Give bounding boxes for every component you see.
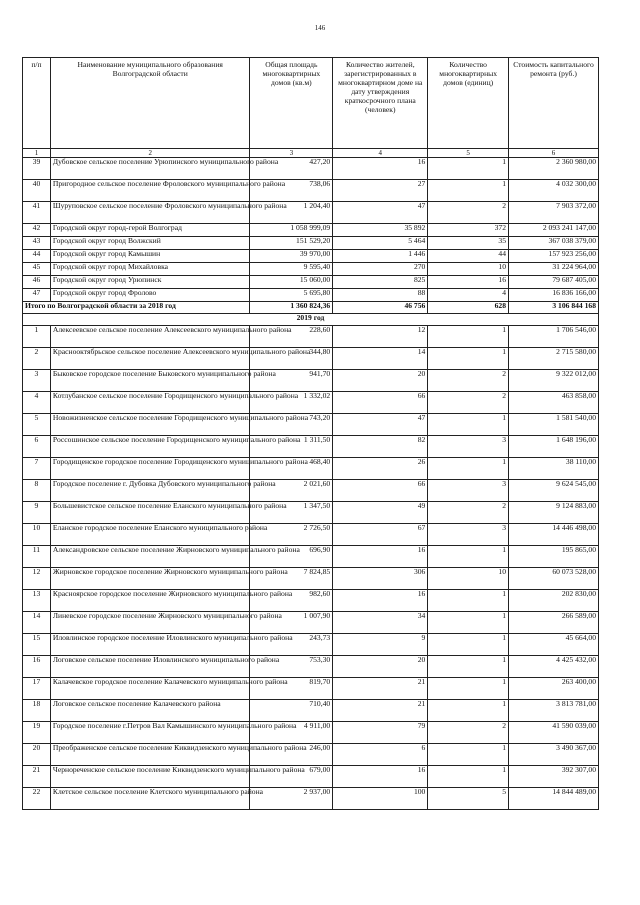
municipality-name: Алексеевское сельское поселение Алексеевского муниципального района (50, 326, 250, 348)
cost-value: 16 836 166,00 (508, 289, 598, 302)
residents-value: 16 (333, 590, 428, 612)
cost-value: 79 687 405,00 (508, 276, 598, 289)
municipality-name: Калачевское городское поселение Калачевского муниципального района (50, 678, 250, 700)
table-row (23, 370, 599, 392)
residents-value: 21 (333, 700, 428, 722)
row-number: 44 (23, 250, 51, 263)
houses-value: 1 (428, 700, 509, 722)
residents-value: 35 892 (333, 224, 428, 237)
municipality-name: Шуруповское сельское поселение Фроловского муниципального района (50, 202, 250, 224)
row-number: 2 (23, 348, 51, 370)
row-number: 42 (23, 224, 51, 237)
cost-value: 3 813 781,00 (508, 700, 598, 722)
table-row (23, 634, 599, 656)
total-cost: 3 106 844 168 (508, 302, 598, 314)
table-row (23, 276, 599, 289)
cost-value: 1 581 540,00 (508, 414, 598, 436)
houses-value: 1 (428, 458, 509, 480)
row-number: 18 (23, 700, 51, 722)
row-number: 39 (23, 158, 51, 180)
area-value: 941,70 (250, 370, 333, 392)
table-row (23, 414, 599, 436)
area-value: 1 204,40 (250, 202, 333, 224)
houses-value: 1 (428, 634, 509, 656)
area-value: 4 911,00 (250, 722, 333, 744)
residents-value: 26 (333, 458, 428, 480)
area-value: 2 021,60 (250, 480, 333, 502)
area-value: 738,06 (250, 180, 333, 202)
residents-value: 66 (333, 392, 428, 414)
area-value: 15 060,00 (250, 276, 333, 289)
total-houses: 628 (428, 302, 509, 314)
residents-value: 27 (333, 180, 428, 202)
cost-value: 392 307,00 (508, 766, 598, 788)
houses-value: 1 (428, 612, 509, 634)
residents-value: 14 (333, 348, 428, 370)
residents-value: 16 (333, 546, 428, 568)
column-number: 2 (50, 149, 250, 158)
residents-value: 825 (333, 276, 428, 289)
header-number: п/п (23, 58, 51, 149)
table-row (23, 237, 599, 250)
municipality-name: Городской округ город Волжский (50, 237, 250, 250)
municipality-name: Городской округ город Урюпинск (50, 276, 250, 289)
houses-value: 372 (428, 224, 509, 237)
residents-value: 21 (333, 678, 428, 700)
row-number: 3 (23, 370, 51, 392)
municipality-name: Клетское сельское поселение Клетского муниципального района (50, 788, 250, 810)
header-cost: Стоимость капитального ремонта (руб.) (508, 58, 598, 149)
municipality-name: Краснооктябрьское сельское поселение Алексеевского муниципального района (50, 348, 250, 370)
column-number: 4 (333, 149, 428, 158)
residents-value: 270 (333, 263, 428, 276)
residents-value: 5 464 (333, 237, 428, 250)
table-row (23, 436, 599, 458)
row-number: 47 (23, 289, 51, 302)
area-value: 1 332,02 (250, 392, 333, 414)
residents-value: 6 (333, 744, 428, 766)
table-row (23, 158, 599, 180)
year-heading: 2019 год (23, 314, 599, 326)
houses-value: 2 (428, 202, 509, 224)
table-row (23, 656, 599, 678)
row-number: 46 (23, 276, 51, 289)
area-value: 743,20 (250, 414, 333, 436)
area-value: 151 529,20 (250, 237, 333, 250)
residents-value: 16 (333, 158, 428, 180)
area-value: 1 058 999,09 (250, 224, 333, 237)
table-row (23, 612, 599, 634)
municipality-name: Быковское городское поселение Быковского муниципального района (50, 370, 250, 392)
table-row (23, 678, 599, 700)
houses-value: 1 (428, 546, 509, 568)
row-number: 14 (23, 612, 51, 634)
area-value: 5 695,80 (250, 289, 333, 302)
municipality-name: Новожизненское сельское поселение Городищенского муниципального района (50, 414, 250, 436)
row-number: 12 (23, 568, 51, 590)
municipality-name: Линевское городское поселение Жирновского муниципального района (50, 612, 250, 634)
row-number: 43 (23, 237, 51, 250)
residents-value: 79 (333, 722, 428, 744)
residents-value: 1 446 (333, 250, 428, 263)
cost-value: 41 590 039,00 (508, 722, 598, 744)
residents-value: 306 (333, 568, 428, 590)
total-label: Итого по Волгоградской области за 2018 год (23, 302, 250, 314)
table-row (23, 202, 599, 224)
area-value: 1 311,50 (250, 436, 333, 458)
municipality-name: Городской округ город Фролово (50, 289, 250, 302)
cost-value: 2 715 580,00 (508, 348, 598, 370)
table-row (23, 546, 599, 568)
row-number: 10 (23, 524, 51, 546)
cost-value: 367 038 379,00 (508, 237, 598, 250)
table-header-row (23, 58, 599, 149)
table-row (23, 524, 599, 546)
houses-value: 2 (428, 502, 509, 524)
municipality-name: Красноярское городское поселение Жирновского муниципального района (50, 590, 250, 612)
table-row (23, 224, 599, 237)
row-number: 16 (23, 656, 51, 678)
header-houses: Количество многоквартирных домов (единиц) (428, 58, 509, 149)
table-row (23, 568, 599, 590)
page-number: 146 (314, 24, 326, 32)
houses-value: 1 (428, 414, 509, 436)
rows-2018 (23, 158, 599, 302)
table-row (23, 700, 599, 722)
municipality-name: Городской округ город Михайловка (50, 263, 250, 276)
cost-value: 1 648 196,00 (508, 436, 598, 458)
total-row (23, 302, 599, 314)
row-number: 6 (23, 436, 51, 458)
row-number: 21 (23, 766, 51, 788)
header-name: Наименование муниципального образования Волгоградской области (50, 58, 250, 149)
cost-value: 45 664,00 (508, 634, 598, 656)
residents-value: 47 (333, 202, 428, 224)
row-number: 41 (23, 202, 51, 224)
municipality-name: Россошинское сельское поселение Городищенского муниципального района (50, 436, 250, 458)
row-number: 45 (23, 263, 51, 276)
houses-value: 44 (428, 250, 509, 263)
residents-value: 34 (333, 612, 428, 634)
area-value: 243,73 (250, 634, 333, 656)
houses-value: 16 (428, 276, 509, 289)
houses-value: 10 (428, 568, 509, 590)
municipality-name: Городской округ город-герой Волгоград (50, 224, 250, 237)
municipality-name: Городское поселение г.Петров Вал Камышинского муниципального района (50, 722, 250, 744)
column-number: 5 (428, 149, 509, 158)
table-row (23, 744, 599, 766)
houses-value: 1 (428, 348, 509, 370)
houses-value: 1 (428, 158, 509, 180)
row-number: 22 (23, 788, 51, 810)
residents-value: 66 (333, 480, 428, 502)
residents-value: 49 (333, 502, 428, 524)
houses-value: 1 (428, 656, 509, 678)
houses-value: 3 (428, 436, 509, 458)
area-value: 710,40 (250, 700, 333, 722)
residents-value: 12 (333, 326, 428, 348)
houses-value: 35 (428, 237, 509, 250)
cost-value: 195 865,00 (508, 546, 598, 568)
municipality-name: Логовское сельское поселение Иловлинского муниципального района (50, 656, 250, 678)
table-row (23, 250, 599, 263)
rows-2019 (23, 326, 599, 810)
area-value: 427,20 (250, 158, 333, 180)
houses-value: 1 (428, 326, 509, 348)
cost-value: 60 073 528,00 (508, 568, 598, 590)
municipality-name: Большевистское сельское поселение Еланского муниципального района (50, 502, 250, 524)
row-number: 19 (23, 722, 51, 744)
cost-value: 1 706 546,00 (508, 326, 598, 348)
cost-value: 14 446 498,00 (508, 524, 598, 546)
cost-value: 9 124 883,00 (508, 502, 598, 524)
area-value: 468,40 (250, 458, 333, 480)
area-value: 679,00 (250, 766, 333, 788)
municipality-name: Котлубанское сельское поселение Городищенского муниципального района (50, 392, 250, 414)
cost-value: 3 490 367,00 (508, 744, 598, 766)
municipality-name: Городской округ город Камышин (50, 250, 250, 263)
table-row (23, 722, 599, 744)
area-value: 39 970,00 (250, 250, 333, 263)
area-value: 246,00 (250, 744, 333, 766)
municipality-name: Городское поселение г. Дубовка Дубовского муниципального района (50, 480, 250, 502)
row-number: 15 (23, 634, 51, 656)
row-number: 7 (23, 458, 51, 480)
area-value: 819,70 (250, 678, 333, 700)
cost-value: 14 844 489,00 (508, 788, 598, 810)
cost-value: 4 032 300,00 (508, 180, 598, 202)
houses-value: 2 (428, 722, 509, 744)
municipality-name: Александровское сельское поселение Жирновского муниципального района (50, 546, 250, 568)
municipality-name: Дубовское сельское поселение Урюпинского муниципального района (50, 158, 250, 180)
row-number: 17 (23, 678, 51, 700)
header-residents: Количество жителей, зарегистрированных в многоквартирном доме на дату утверждения краткосрочного плана (человек) (333, 58, 428, 149)
total-residents: 46 756 (333, 302, 428, 314)
table-row (23, 766, 599, 788)
cost-value: 31 224 964,00 (508, 263, 598, 276)
table-row (23, 326, 599, 348)
table-row (23, 263, 599, 276)
cost-value: 9 624 545,00 (508, 480, 598, 502)
area-value: 9 595,40 (250, 263, 333, 276)
houses-value: 1 (428, 678, 509, 700)
column-number: 1 (23, 149, 51, 158)
cost-value: 2 093 241 147,00 (508, 224, 598, 237)
houses-value: 1 (428, 744, 509, 766)
area-value: 7 824,85 (250, 568, 333, 590)
cost-value: 157 923 256,00 (508, 250, 598, 263)
cost-value: 2 360 980,00 (508, 158, 598, 180)
capital-repair-table (22, 57, 599, 810)
municipality-name: Городищенское городское поселение Городищенского муниципального района (50, 458, 250, 480)
cost-value: 4 425 432,00 (508, 656, 598, 678)
houses-value: 1 (428, 766, 509, 788)
houses-value: 3 (428, 524, 509, 546)
municipality-name: Чернореченское сельское поселение Киквидзенского муниципального района (50, 766, 250, 788)
area-value: 2 726,50 (250, 524, 333, 546)
residents-value: 9 (333, 634, 428, 656)
municipality-name: Жирновское городское поселение Жирновского муниципального района (50, 568, 250, 590)
table-row (23, 480, 599, 502)
area-value: 2 937,00 (250, 788, 333, 810)
row-number: 20 (23, 744, 51, 766)
municipality-name: Пригородное сельское поселение Фроловского муниципального района (50, 180, 250, 202)
row-number: 13 (23, 590, 51, 612)
table-row (23, 502, 599, 524)
row-number: 5 (23, 414, 51, 436)
table-row (23, 348, 599, 370)
header-area: Общая площадь многоквартирных домов (кв.м) (250, 58, 333, 149)
residents-value: 82 (333, 436, 428, 458)
table-row (23, 392, 599, 414)
area-value: 344,80 (250, 348, 333, 370)
cost-value: 9 322 012,00 (508, 370, 598, 392)
area-value: 1 347,50 (250, 502, 333, 524)
row-number: 9 (23, 502, 51, 524)
residents-value: 20 (333, 370, 428, 392)
area-value: 696,90 (250, 546, 333, 568)
row-number: 4 (23, 392, 51, 414)
area-value: 228,60 (250, 326, 333, 348)
area-value: 1 007,90 (250, 612, 333, 634)
municipality-name: Иловлинское городское поселение Иловлинского муниципального района (50, 634, 250, 656)
residents-value: 67 (333, 524, 428, 546)
municipality-name: Логовское сельское поселение Калачевского района (50, 700, 250, 722)
table-row (23, 180, 599, 202)
residents-value: 88 (333, 289, 428, 302)
total-area: 1 360 824,36 (250, 302, 333, 314)
table-row (23, 289, 599, 302)
houses-value: 2 (428, 392, 509, 414)
cost-value: 266 589,00 (508, 612, 598, 634)
table-row (23, 590, 599, 612)
municipality-name: Еланское городское поселение Еланского муниципального района (50, 524, 250, 546)
column-number: 3 (250, 149, 333, 158)
houses-value: 1 (428, 590, 509, 612)
cost-value: 463 858,00 (508, 392, 598, 414)
residents-value: 100 (333, 788, 428, 810)
residents-value: 20 (333, 656, 428, 678)
cost-value: 38 110,00 (508, 458, 598, 480)
area-value: 753,30 (250, 656, 333, 678)
cost-value: 7 903 372,00 (508, 202, 598, 224)
table-row (23, 788, 599, 810)
row-number: 1 (23, 326, 51, 348)
cost-value: 263 400,00 (508, 678, 598, 700)
houses-value: 10 (428, 263, 509, 276)
houses-value: 1 (428, 180, 509, 202)
table-row (23, 458, 599, 480)
houses-value: 5 (428, 788, 509, 810)
row-number: 8 (23, 480, 51, 502)
houses-value: 3 (428, 480, 509, 502)
cost-value: 202 830,00 (508, 590, 598, 612)
houses-value: 2 (428, 370, 509, 392)
houses-value: 4 (428, 289, 509, 302)
year-row (23, 314, 599, 326)
residents-value: 47 (333, 414, 428, 436)
total-2018-section (23, 302, 599, 326)
area-value: 982,60 (250, 590, 333, 612)
municipality-name: Преображенское сельское поселение Киквидзенского муниципального района (50, 744, 250, 766)
row-number: 11 (23, 546, 51, 568)
column-number: 6 (508, 149, 598, 158)
residents-value: 16 (333, 766, 428, 788)
row-number: 40 (23, 180, 51, 202)
